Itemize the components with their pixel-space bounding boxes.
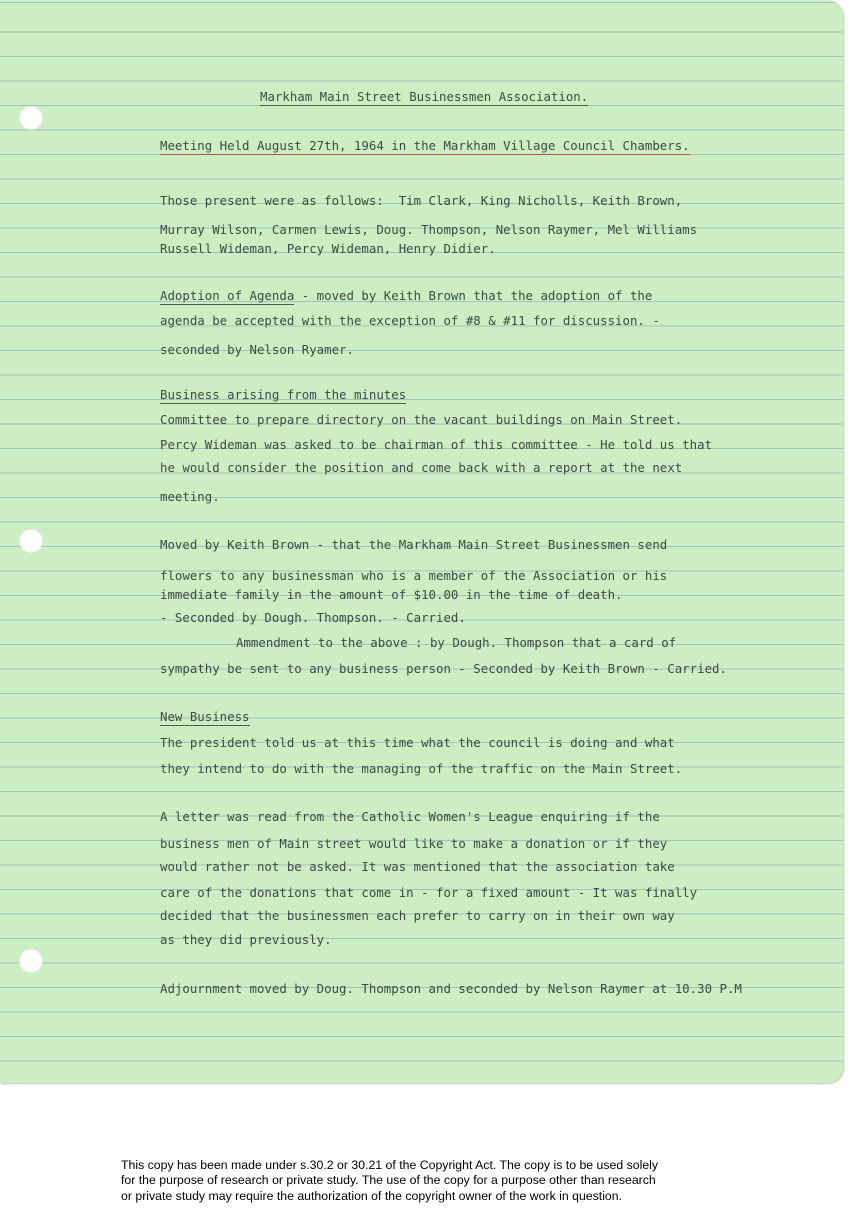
business-arising-line: meeting. bbox=[160, 489, 220, 504]
motion-line: sympathy be sent to any business person - Seconded by Keith Brown - Carried. bbox=[160, 661, 727, 676]
motion-line: Moved by Keith Brown - that the Markham Main Street Businessmen send bbox=[160, 537, 668, 552]
punch-hole-bottom bbox=[19, 949, 43, 973]
meeting-heading: Meeting Held August 27th, 1964 in the Markham Village Council Chambers. bbox=[160, 138, 690, 153]
copyright-notice bbox=[121, 1158, 741, 1204]
attendance-line: Russell Wideman, Percy Wideman, Henry Didier. bbox=[160, 241, 496, 256]
business-arising-line: Percy Wideman was asked to be chairman of this committee - He told us that bbox=[160, 437, 713, 452]
attendance-line: Those present were as follows: Tim Clark, King Nicholls, Keith Brown, bbox=[160, 193, 683, 208]
letter-line: decided that the businessmen each prefer to carry on in their own way bbox=[160, 908, 675, 923]
letter-line: as they did previously. bbox=[160, 932, 332, 947]
adjournment-line: Adjournment moved by Doug. Thompson and seconded by Nelson Raymer at 10.30 P.M bbox=[160, 981, 742, 996]
letter-line: A letter was read from the Catholic Women's League enquiring if the bbox=[160, 809, 660, 824]
document-title: Markham Main Street Businessmen Association. bbox=[260, 89, 589, 104]
business-arising-line: he would consider the position and come back with a report at the next bbox=[160, 460, 683, 475]
punch-hole-top bbox=[19, 106, 43, 130]
agenda-heading: Adoption of Agenda bbox=[160, 288, 295, 303]
agenda-line: agenda be accepted with the exception of #8 & #11 for discussion. - bbox=[160, 313, 660, 328]
agenda-line: - moved by Keith Brown that the adoption of the bbox=[294, 288, 653, 303]
new-business-line: they intend to do with the managing of the traffic on the Main Street. bbox=[160, 761, 683, 776]
punch-hole-middle bbox=[19, 529, 43, 553]
copyright-notice-line: This copy has been made under s.30.2 or 30.21 of the Copyright Act. The copy is to be used solely bbox=[121, 1158, 659, 1172]
business-arising-heading: Business arising from the minutes bbox=[160, 387, 407, 402]
copyright-notice-line: or private study may require the authorization of the copyright owner of the work in question. bbox=[121, 1188, 623, 1203]
letter-line: care of the donations that come in - for a fixed amount - It was finally bbox=[160, 885, 698, 900]
new-business-heading: New Business bbox=[160, 709, 250, 724]
copyright-notice-line: for the purpose of research or private study. The use of the copy for a purpose other than research bbox=[121, 1173, 656, 1188]
letter-line: would rather not be asked. It was mentioned that the association take bbox=[160, 859, 675, 874]
business-arising-line: Committee to prepare directory on the vacant buildings on Main Street. bbox=[160, 412, 683, 427]
motion-line: immediate family in the amount of $10.00 in the time of death. bbox=[160, 587, 623, 602]
letter-line: business men of Main street would like to make a donation or if they bbox=[160, 836, 668, 851]
agenda-line: seconded by Nelson Ryamer. bbox=[160, 342, 354, 357]
amendment-line: Ammendment to the above : by Dough. Thompson that a card of bbox=[236, 635, 677, 650]
new-business-line: The president told us at this time what the council is doing and what bbox=[160, 735, 675, 750]
attendance-line: Murray Wilson, Carmen Lewis, Doug. Thompson, Nelson Raymer, Mel Williams bbox=[160, 222, 698, 237]
motion-line: flowers to any businessman who is a member of the Association or his bbox=[160, 568, 668, 583]
motion-line: - Seconded by Dough. Thompson. - Carried. bbox=[160, 610, 466, 625]
